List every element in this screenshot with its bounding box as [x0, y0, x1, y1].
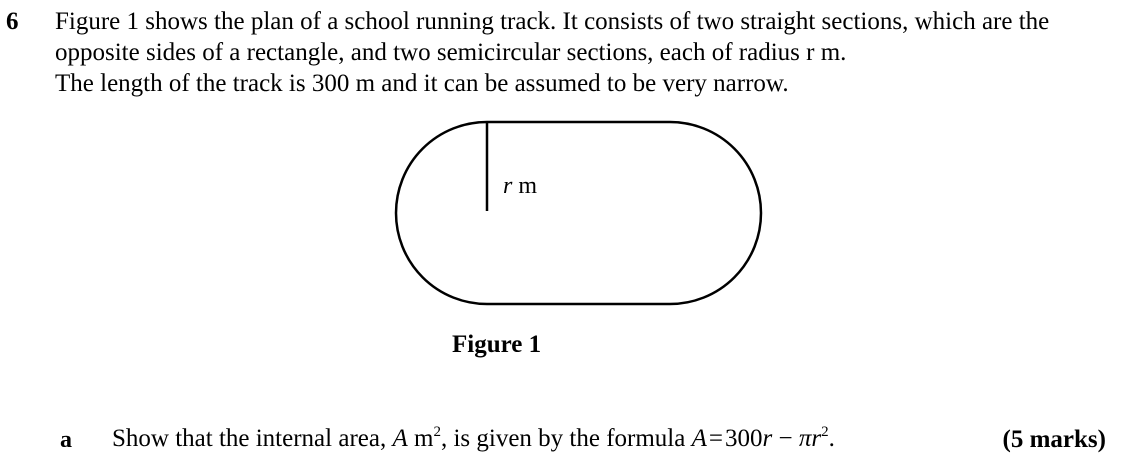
formula-r2: r [811, 425, 822, 452]
formula-minus: − [772, 425, 799, 452]
part-a-letter: a [60, 427, 72, 453]
radius-label-var: r [503, 173, 513, 199]
formula-end: . [828, 425, 835, 452]
formula [692, 425, 835, 452]
radius-label [503, 173, 537, 199]
formula-pi: π [798, 425, 812, 452]
formula-exponent: 2 [821, 424, 829, 440]
part-a-text-before: Show that the internal area, [112, 425, 393, 452]
area-variable: A [392, 425, 408, 452]
intro-line-3: The length of the track is 300 m and it can be assumed to be very narrow. [55, 70, 789, 97]
formula-r1: r [762, 425, 773, 452]
track-outline [396, 122, 761, 304]
intro-line-1: Figure 1 shows the plan of a school running track. It consists of two straight sections, which are the [55, 8, 1050, 35]
area-unit-exponent: 2 [433, 424, 441, 440]
part-a-marks: (5 marks) [1002, 426, 1106, 453]
question-number: 6 [6, 8, 19, 35]
formula-lhs: A [691, 425, 707, 452]
area-unit: m [407, 425, 434, 452]
formula-equals: = [708, 425, 723, 452]
part-a-text-after: , is given by the formula [440, 425, 692, 452]
figure-caption: Figure 1 [452, 331, 542, 358]
formula-coefficient: 300 [725, 425, 763, 452]
radius-label-unit: m [512, 173, 538, 199]
intro-line-2: opposite sides of a rectangle, and two semicircular sections, each of radius r m. [55, 39, 847, 66]
part-a-text [112, 423, 835, 455]
